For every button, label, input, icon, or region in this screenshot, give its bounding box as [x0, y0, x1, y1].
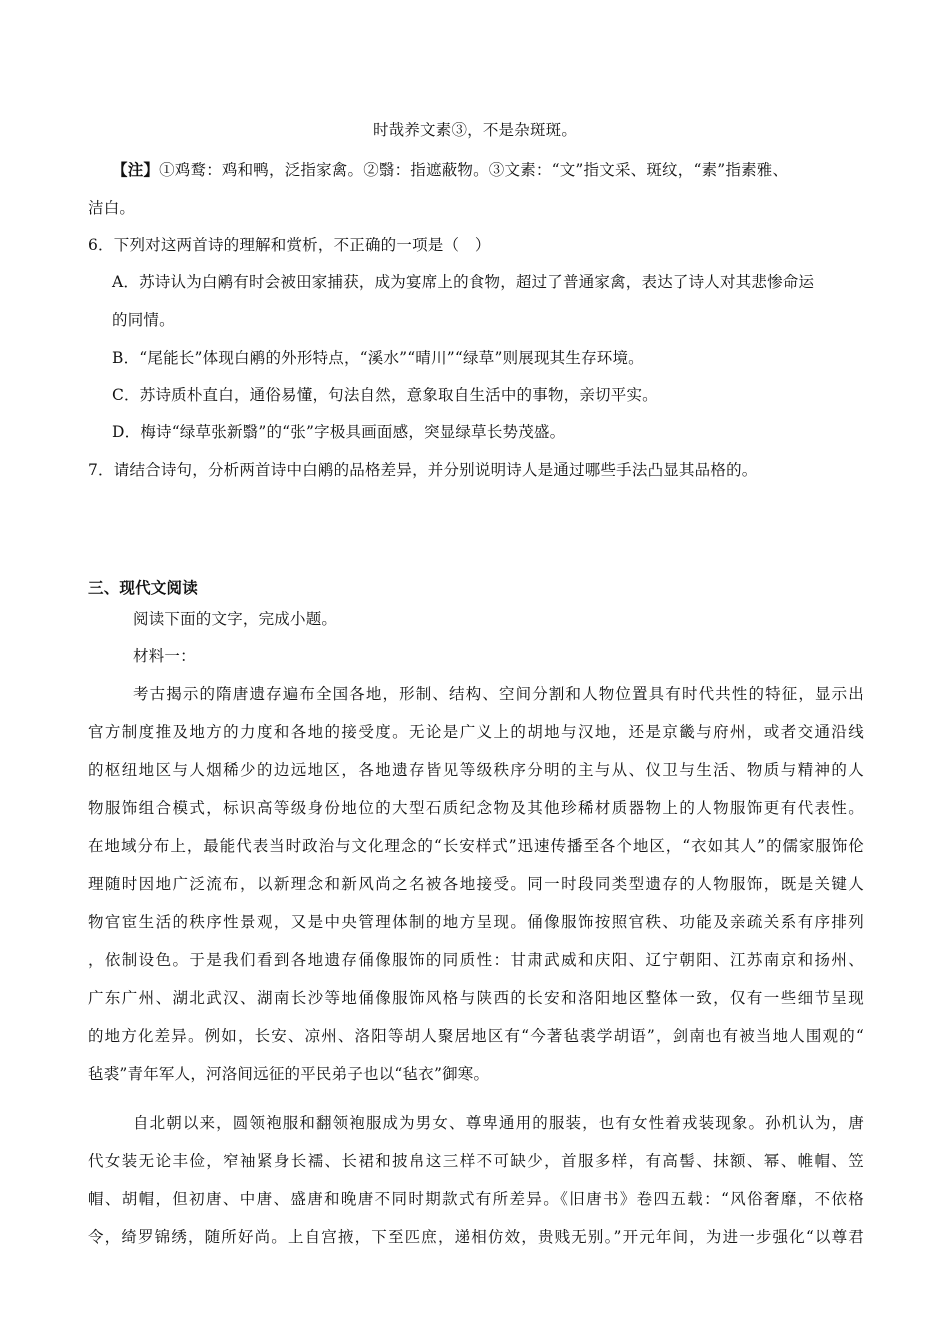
question-6-option-c: C．苏诗质朴直白，通俗易懂，句法自然，意象取自生活中的事物，亲切平实。 — [112, 386, 658, 404]
paragraph-line: 代女装无论丰俭，窄袖紧身长襦、长裙和披帛这三样不可缺少，首服多样，有高髻、抹额、幂、帷帽、笠 — [88, 1152, 864, 1170]
paragraph-line: 物官宦生活的秩序性景观，又是中央管理体制的地方呈现。俑像服饰按照官秩、功能及亲疏关系有序排列 — [88, 913, 864, 931]
question-6-option-a: A．苏诗认为白鹇有时会被田家捕获，成为宴席上的食物，超过了普通家禽，表达了诗人对其悲惨命运 — [112, 273, 815, 291]
paragraph-line: 在地域分布上，最能代表当时政治与文化理念的“长安样式”迅速传播至各个地区，“衣如其人”的儒家服饰伦 — [88, 837, 864, 855]
paragraph-line: ，依制设色。于是我们看到各地遗存俑像服饰的同质性：甘肃武威和庆阳、辽宁朝阳、江苏南京和扬州、 — [88, 951, 864, 969]
paragraph-line: 自北朝以来，圆领袍服和翻领袍服成为男女、尊卑通用的服装，也有女性着戎装现象。孙机认为，唐 — [133, 1114, 864, 1132]
note-text-line2: 洁白。 — [88, 199, 136, 217]
paragraph-line: 考古揭示的隋唐遗存遍布全国各地，形制、结构、空间分割和人物位置具有时代共性的特征，显示出 — [133, 685, 864, 703]
note-text-line1: ①鸡鹜：鸡和鸭，泛指家禽。②翳：指遮蔽物。③文素：“文”指文采、斑纹，“素”指素雅、 — [159, 161, 789, 179]
paragraph-line: 毡裘”青年军人，河洛间远征的平民弟子也以“毡衣”御寒。 — [88, 1065, 490, 1083]
reading-instruction: 阅读下面的文字，完成小题。 — [133, 610, 338, 628]
question-6-option-b: B．“尾能长”体现白鹇的外形特点，“溪水”“晴川”“绿草”则展现其生存环境。 — [112, 349, 644, 367]
paragraph-line: 令，绮罗锦绣，随所好尚。上自宫掖，下至匹庶，递相仿效，贵贱无别。”开元年间，为进一步强化“以尊君 — [88, 1228, 864, 1246]
question-6-stem: 6．下列对这两首诗的理解和赏析，不正确的一项是（ ） — [88, 236, 491, 254]
annotation-note — [112, 159, 788, 181]
paragraph-line: 理随时因地广泛流布，以新理念和新风尚之名被各地接受。同一时段同类型遗存的人物服饰，既是关键人 — [88, 875, 864, 893]
question-6-option-a-cont: 的同情。 — [112, 311, 175, 329]
paragraph-line: 物服饰组合模式，标识高等级身份地位的大型石质纪念物及其他珍稀材质器物上的人物服饰更有代表性。 — [88, 799, 864, 817]
poem-last-line: 时哉养文素③，不是杂斑斑。 — [372, 121, 578, 139]
section-title: 三、现代文阅读 — [88, 578, 198, 597]
paragraph-line: 的地方化差异。例如，长安、凉州、洛阳等胡人聚居地区有“今著毡裘学胡语”，剑南也有被当地人围观的“ — [88, 1027, 864, 1045]
question-6-option-d: D．梅诗“绿草张新翳”的“张”字极具画面感，突显绿草长势茂盛。 — [112, 423, 566, 441]
paragraph-line: 的枢纽地区与人烟稀少的边远地区，各地遗存皆见等级秩序分明的主与从、仪卫与生活、物质与精神的人 — [88, 761, 864, 779]
paragraph-line: 广东广州、湖北武汉、湖南长沙等地俑像服饰风格与陕西的长安和洛阳地区整体一致，仅有一些细节呈现 — [88, 989, 864, 1007]
paragraph-line: 官方制度推及地方的力度和各地的接受度。无论是广义上的胡地与汉地，还是京畿与府州，或者交通沿线 — [88, 723, 864, 741]
question-7: 7．请结合诗句，分析两首诗中白鹇的品格差异，并分别说明诗人是通过哪些手法凸显其品格的。 — [88, 461, 758, 479]
note-label: 【注】 — [112, 160, 160, 179]
material-label: 材料一： — [133, 647, 196, 665]
paragraph-line: 帽、胡帽，但初唐、中唐、盛唐和晚唐不同时期款式有所差异。《旧唐书》卷四五载：“风俗奢靡，不依格 — [88, 1190, 864, 1208]
